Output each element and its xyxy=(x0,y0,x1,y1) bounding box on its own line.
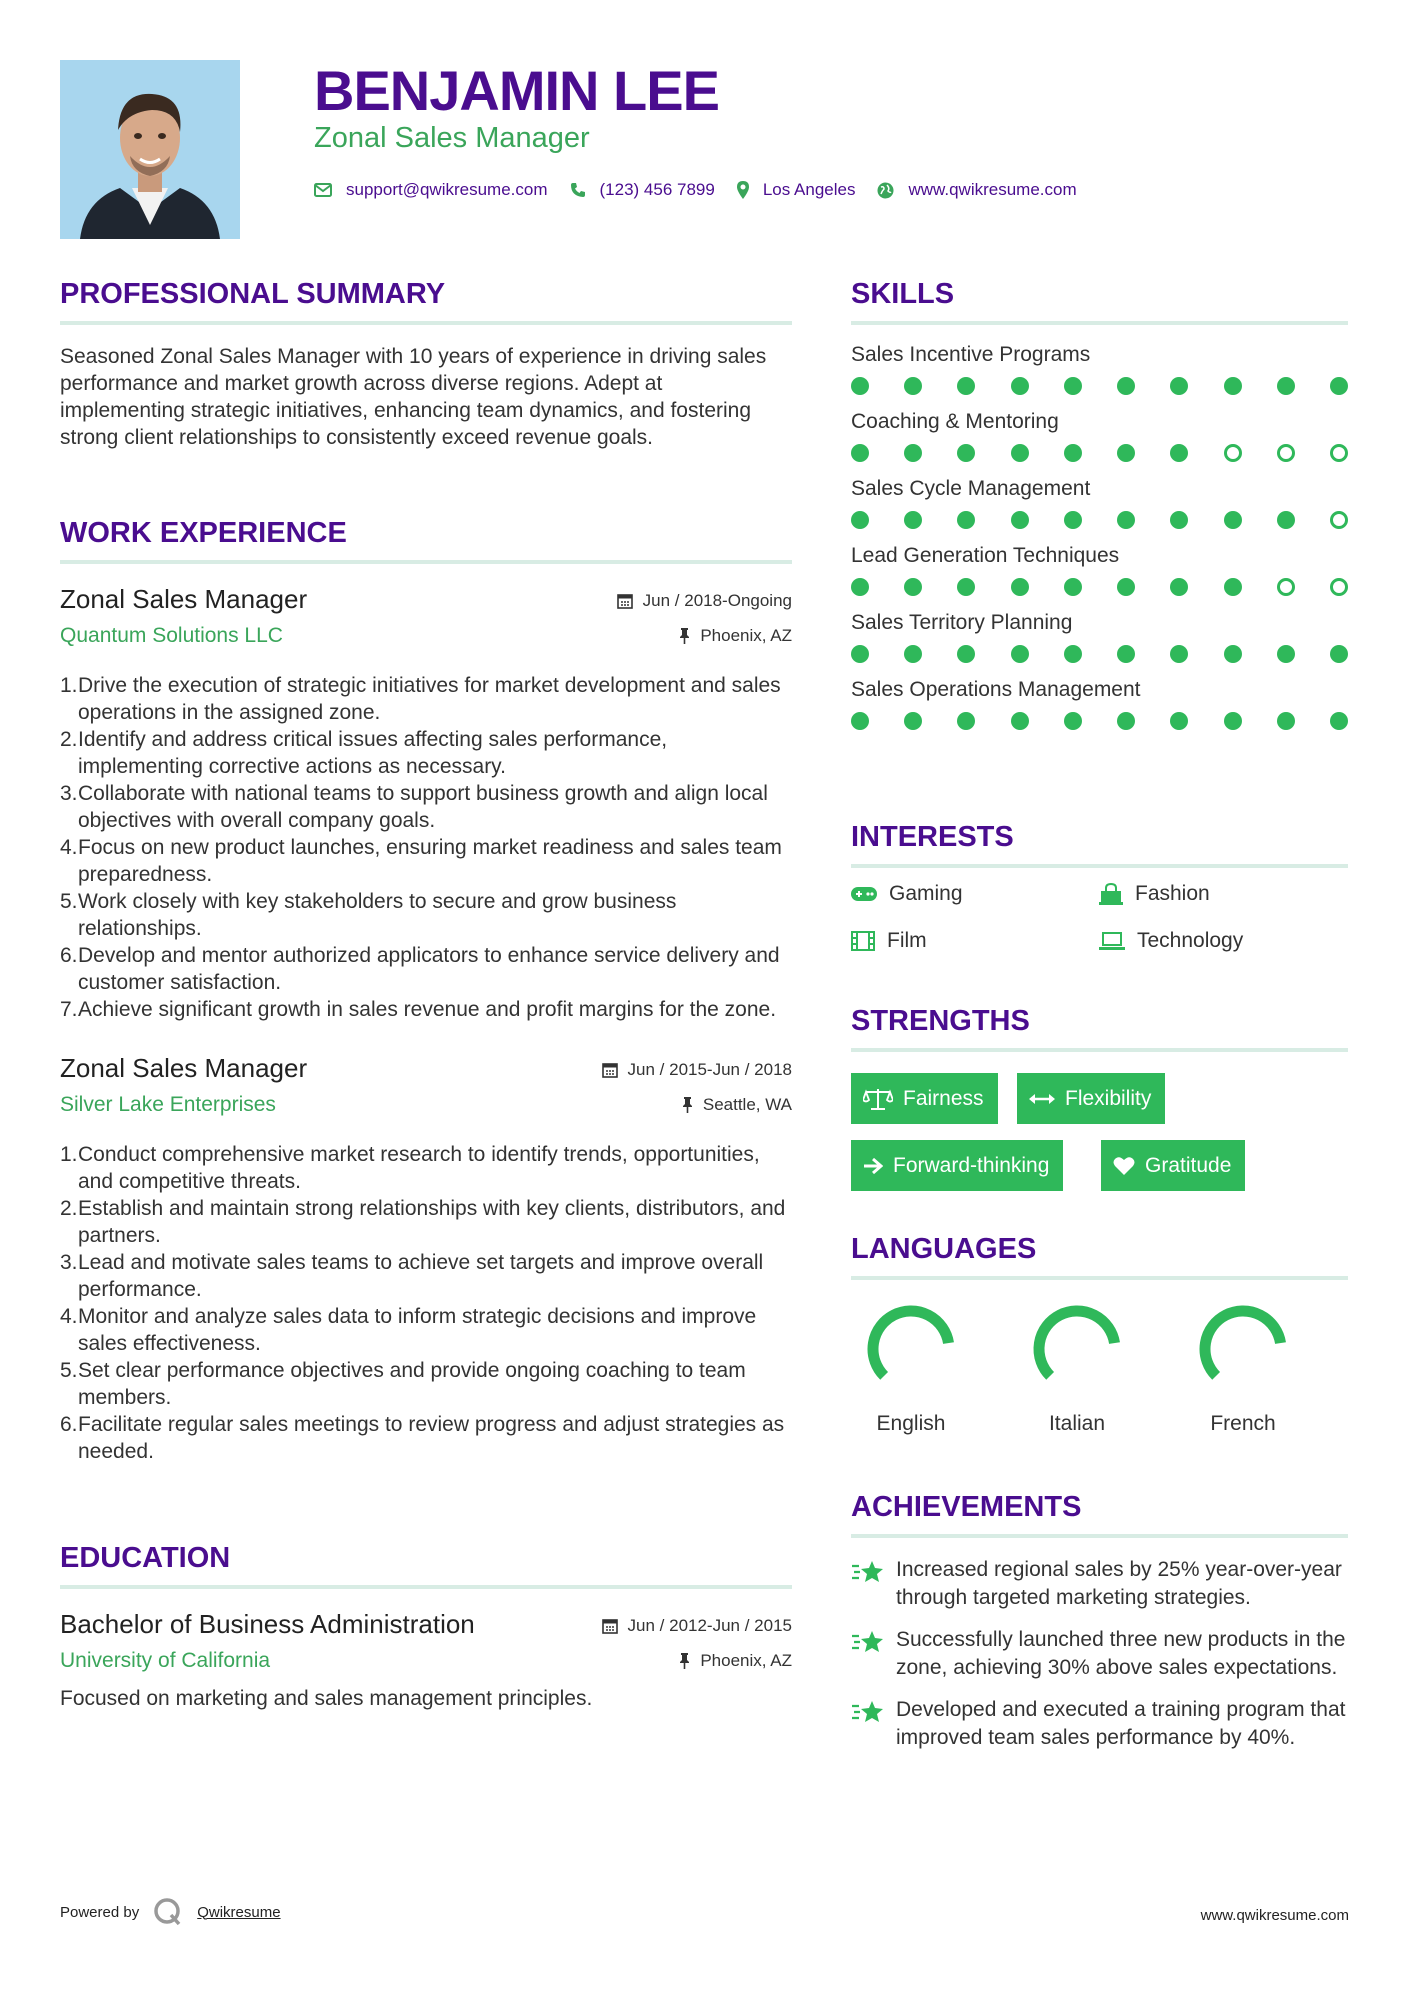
education-heading: EDUCATION xyxy=(60,1542,231,1574)
list-item: 1. Conduct comprehensive market research to identify trends, opportunities, and competitive threats. xyxy=(60,1143,760,1193)
achievement-text: Successfully launched three new products in the zone, achieving 30% above sales expectations. xyxy=(896,1628,1346,1679)
skill-dot-filled xyxy=(1170,377,1188,395)
candidate-name: BENJAMIN LEE xyxy=(314,59,719,122)
skill-dot-filled xyxy=(1224,578,1242,596)
skill-dot-filled xyxy=(1170,645,1188,663)
contact-location xyxy=(737,180,856,200)
education-date xyxy=(602,1616,792,1636)
language-arc xyxy=(1039,1311,1115,1376)
calendar-icon xyxy=(617,593,633,609)
skill-name: Lead Generation Techniques xyxy=(851,544,1120,567)
calendar-icon xyxy=(602,1618,618,1634)
list-item: 7. Achieve significant growth in sales revenue and profit margins for the zone. xyxy=(60,998,777,1021)
interests-section xyxy=(851,819,1348,982)
skill-dot-filled xyxy=(851,645,869,663)
language-item xyxy=(1007,1301,1147,1436)
skill-rating xyxy=(851,645,1348,663)
list-item: 4. Monitor and analyze sales data to inform strategic decisions and improve sales effectiveness. xyxy=(60,1305,757,1355)
job-entry xyxy=(60,1053,792,1465)
shooting-star-icon xyxy=(851,1558,885,1586)
list-item: 3. Lead and motivate sales teams to achieve set targets and improve overall performance. xyxy=(60,1251,764,1301)
skill-dot-filled xyxy=(1224,712,1242,730)
skill-dot-filled xyxy=(1330,377,1348,395)
summary-section xyxy=(60,276,792,451)
interest-label: Fashion xyxy=(1135,882,1210,905)
job-duties xyxy=(60,672,792,1023)
summary-text: Seasoned Zonal Sales Manager with 10 years of experience in driving sales performance and market growth across diverse regions. Adept at implementing strategic initiatives, enhancing team dynamics, and fostering strong client relationships to consistently exceed revenue goals. xyxy=(60,345,767,449)
skill-rating xyxy=(851,578,1348,596)
skill-dot-filled xyxy=(851,511,869,529)
skill-dot-filled xyxy=(1064,444,1082,462)
school-name: University of California xyxy=(60,1649,271,1672)
skill-dot-filled xyxy=(1277,712,1295,730)
strength-badge xyxy=(851,1140,1063,1191)
arrow-right-icon xyxy=(863,1157,883,1175)
list-item: 1. Drive the execution of strategic initiatives for market development and sales operations in the assigned zone. xyxy=(60,674,781,724)
languages-heading: LANGUAGES xyxy=(851,1233,1037,1265)
arrows-horizontal-icon xyxy=(1029,1092,1055,1106)
divider xyxy=(851,1276,1348,1280)
skill-dot-filled xyxy=(1224,377,1242,395)
list-item: 6. Facilitate regular sales meetings to review progress and adjust strategies as needed. xyxy=(60,1413,785,1463)
skill-dot-filled xyxy=(957,645,975,663)
skill-dot-filled xyxy=(1330,712,1348,730)
skill-row xyxy=(851,542,1348,596)
list-item: 5. Set clear performance objectives and provide ongoing coaching to team members. xyxy=(60,1359,746,1409)
skill-row xyxy=(851,408,1348,462)
skill-dot-filled xyxy=(1064,645,1082,663)
skill-dot-filled xyxy=(1170,578,1188,596)
skill-dot-filled xyxy=(1117,578,1135,596)
phone-text: (123) 456 7899 xyxy=(599,180,715,199)
skill-dot-filled xyxy=(851,578,869,596)
list-item: 2. Identify and address critical issues affecting sales performance, implementing corrective actions as necessary. xyxy=(60,728,668,778)
skill-name: Coaching & Mentoring xyxy=(851,410,1059,433)
job-entry xyxy=(60,584,792,1023)
skill-dot-filled xyxy=(1011,377,1029,395)
interest-item xyxy=(851,929,927,953)
skill-dot-filled xyxy=(957,712,975,730)
shooting-star-icon xyxy=(851,1628,885,1656)
envelope-icon xyxy=(314,183,332,197)
skill-dot-filled xyxy=(1011,645,1029,663)
job-date xyxy=(617,591,792,611)
job-location xyxy=(682,1095,792,1115)
strength-label: Flexibility xyxy=(1065,1086,1152,1110)
website-text: www.qwikresume.com xyxy=(908,180,1077,199)
skill-dot-filled xyxy=(851,444,869,462)
skill-rating xyxy=(851,511,1348,529)
divider xyxy=(60,321,792,325)
skill-dot-filled xyxy=(1117,444,1135,462)
interest-label: Film xyxy=(887,929,927,952)
strength-badge xyxy=(851,1073,998,1124)
achievements-section xyxy=(851,1489,1348,1766)
list-item: 6. Develop and mentor authorized applicators to enhance service delivery and customer satisfaction. xyxy=(60,944,780,994)
list-item: 2. Establish and maintain strong relationships with key clients, distributors, and partners. xyxy=(60,1197,786,1247)
achievement-item xyxy=(851,1626,1348,1682)
work-heading: WORK EXPERIENCE xyxy=(60,517,347,549)
skill-dot-filled xyxy=(1117,377,1135,395)
education-location-text: Phoenix, AZ xyxy=(700,1651,792,1670)
contact-bar xyxy=(314,176,1099,204)
job-location xyxy=(679,626,792,646)
job-duties xyxy=(60,1141,792,1465)
language-arc xyxy=(1205,1311,1281,1376)
strengths-section xyxy=(851,1003,1348,1203)
job-date xyxy=(602,1060,792,1080)
contact-phone[interactable] xyxy=(570,180,715,200)
achievement-item xyxy=(851,1556,1348,1612)
language-item xyxy=(841,1301,981,1436)
skill-dot-filled xyxy=(1064,578,1082,596)
interests-heading: INTERESTS xyxy=(851,821,1014,853)
skill-dot-filled xyxy=(1277,511,1295,529)
profile-photo xyxy=(60,60,240,239)
achievement-text: Developed and executed a training program that improved team sales performance by 40%. xyxy=(896,1698,1346,1749)
strength-badge xyxy=(1101,1140,1245,1191)
skill-dot-empty xyxy=(1330,444,1348,462)
footer-powered-by xyxy=(60,1897,281,1927)
skill-rating xyxy=(851,444,1348,462)
skill-dot-filled xyxy=(1011,444,1029,462)
skill-dot-filled xyxy=(957,578,975,596)
skill-dot-filled xyxy=(1011,511,1029,529)
skill-row xyxy=(851,475,1348,529)
pin-icon xyxy=(679,1653,690,1669)
languages-section xyxy=(851,1231,1348,1451)
divider xyxy=(851,864,1348,868)
skill-dot-empty xyxy=(1330,578,1348,596)
skill-rating xyxy=(851,712,1348,730)
qwikresume-logo-icon xyxy=(153,1897,183,1927)
summary-heading: PROFESSIONAL SUMMARY xyxy=(60,278,446,310)
language-arc xyxy=(873,1311,949,1376)
divider xyxy=(851,1534,1348,1538)
skill-name: Sales Territory Planning xyxy=(851,611,1073,634)
education-section xyxy=(60,1540,792,1712)
skill-dot-filled xyxy=(851,377,869,395)
divider xyxy=(60,1585,792,1589)
skill-dot-filled xyxy=(957,444,975,462)
skill-dot-filled xyxy=(957,377,975,395)
job-date-text: Jun / 2015-Jun / 2018 xyxy=(627,1060,792,1079)
education-description: Focused on marketing and sales management principles. xyxy=(60,1687,593,1710)
shooting-star-icon xyxy=(851,1698,885,1726)
skill-dot-filled xyxy=(904,712,922,730)
skill-dot-filled xyxy=(1064,511,1082,529)
job-title: Zonal Sales Manager xyxy=(60,1053,308,1083)
candidate-role: Zonal Sales Manager xyxy=(314,122,590,154)
strength-label: Fairness xyxy=(903,1086,984,1110)
interest-item xyxy=(1099,929,1243,953)
email-text: support@qwikresume.com xyxy=(346,180,548,199)
degree-title: Bachelor of Business Administration xyxy=(60,1609,475,1639)
laptop-icon xyxy=(1099,932,1125,950)
divider xyxy=(60,560,792,564)
work-section xyxy=(60,515,792,1465)
skill-dot-filled xyxy=(1224,511,1242,529)
skill-dot-filled xyxy=(904,578,922,596)
film-icon xyxy=(851,931,875,951)
job-location-text: Seattle, WA xyxy=(702,1095,792,1114)
skill-row xyxy=(851,676,1348,730)
skills-section xyxy=(851,276,1348,743)
divider xyxy=(851,321,1348,325)
map-marker-icon xyxy=(737,181,749,199)
skill-dot-filled xyxy=(904,645,922,663)
strengths-heading: STRENGTHS xyxy=(851,1005,1030,1037)
language-proficiency-ring xyxy=(1195,1301,1291,1397)
language-proficiency-ring xyxy=(1029,1301,1125,1397)
skill-rating xyxy=(851,377,1348,395)
strength-label: Forward-thinking xyxy=(893,1153,1050,1177)
strength-label: Gratitude xyxy=(1145,1153,1232,1177)
skills-list xyxy=(851,341,1348,730)
skill-dot-filled xyxy=(1117,511,1135,529)
divider xyxy=(851,1048,1348,1052)
contact-website[interactable] xyxy=(877,180,1076,200)
language-name: Italian xyxy=(1048,1412,1106,1435)
skill-dot-empty xyxy=(1224,444,1242,462)
skill-dot-filled xyxy=(1330,645,1348,663)
shopping-bag-icon xyxy=(1099,883,1123,905)
footer-url[interactable]: www.qwikresume.com xyxy=(1200,1907,1349,1924)
skill-dot-empty xyxy=(1277,578,1295,596)
list-item: 5. Work closely with key stakeholders to secure and grow business relationships. xyxy=(60,890,677,940)
job-location-text: Phoenix, AZ xyxy=(700,626,792,645)
skill-dot-filled xyxy=(1224,645,1242,663)
skills-heading: SKILLS xyxy=(851,278,955,310)
balance-scale-icon xyxy=(863,1088,893,1110)
job-company: Quantum Solutions LLC xyxy=(60,624,283,647)
education-location xyxy=(679,1651,792,1671)
achievement-item xyxy=(851,1696,1348,1752)
education-date-text: Jun / 2012-Jun / 2015 xyxy=(627,1616,792,1635)
education-entry xyxy=(60,1609,792,1712)
achievement-text: Increased regional sales by 25% year-over-year through targeted marketing strategies. xyxy=(896,1558,1342,1609)
globe-icon xyxy=(877,182,894,199)
gamepad-icon xyxy=(851,886,877,902)
job-date-text: Jun / 2018-Ongoing xyxy=(642,591,792,610)
pin-icon xyxy=(679,628,690,644)
interest-label: Gaming xyxy=(889,882,963,905)
skill-dot-filled xyxy=(904,444,922,462)
interest-label: Technology xyxy=(1137,929,1244,952)
skill-dot-filled xyxy=(1170,712,1188,730)
skill-dot-filled xyxy=(1117,645,1135,663)
skill-dot-filled xyxy=(1170,511,1188,529)
skill-row xyxy=(851,609,1348,663)
skill-dot-filled xyxy=(1170,444,1188,462)
skill-dot-empty xyxy=(1277,444,1295,462)
skill-dot-empty xyxy=(1330,511,1348,529)
interest-item xyxy=(851,882,963,906)
language-proficiency-ring xyxy=(863,1301,959,1397)
qwikresume-link[interactable]: Qwikresume xyxy=(197,1903,281,1921)
skill-name: Sales Incentive Programs xyxy=(851,343,1091,366)
skill-dot-filled xyxy=(1277,377,1295,395)
skill-dot-filled xyxy=(1064,377,1082,395)
list-item: 3. Collaborate with national teams to support business growth and align local objectives with overall company goals. xyxy=(60,782,768,832)
calendar-icon xyxy=(602,1062,618,1078)
heart-icon xyxy=(1113,1156,1135,1176)
skill-dot-filled xyxy=(1117,712,1135,730)
skill-name: Sales Operations Management xyxy=(851,678,1141,701)
achievements-heading: ACHIEVEMENTS xyxy=(851,1491,1082,1523)
contact-email[interactable] xyxy=(314,180,548,200)
job-company: Silver Lake Enterprises xyxy=(60,1093,276,1116)
job-title: Zonal Sales Manager xyxy=(60,584,308,614)
skill-name: Sales Cycle Management xyxy=(851,477,1091,500)
language-name: English xyxy=(876,1412,946,1435)
language-name: French xyxy=(1210,1412,1276,1435)
phone-icon xyxy=(570,182,586,198)
location-text: Los Angeles xyxy=(762,180,856,199)
skill-dot-filled xyxy=(851,712,869,730)
skill-dot-filled xyxy=(904,511,922,529)
strength-badge xyxy=(1017,1073,1165,1124)
skill-dot-filled xyxy=(904,377,922,395)
list-item: 4. Focus on new product launches, ensuring market readiness and sales team preparedness. xyxy=(60,836,782,886)
skill-row xyxy=(851,341,1348,395)
language-item xyxy=(1173,1301,1313,1436)
skill-dot-filled xyxy=(1011,578,1029,596)
interest-item xyxy=(1099,882,1210,906)
skill-dot-filled xyxy=(1064,712,1082,730)
pin-icon xyxy=(682,1097,693,1113)
skill-dot-filled xyxy=(1011,712,1029,730)
powered-by-label: Powered by xyxy=(60,1903,140,1921)
skill-dot-filled xyxy=(957,511,975,529)
skill-dot-filled xyxy=(1277,645,1295,663)
